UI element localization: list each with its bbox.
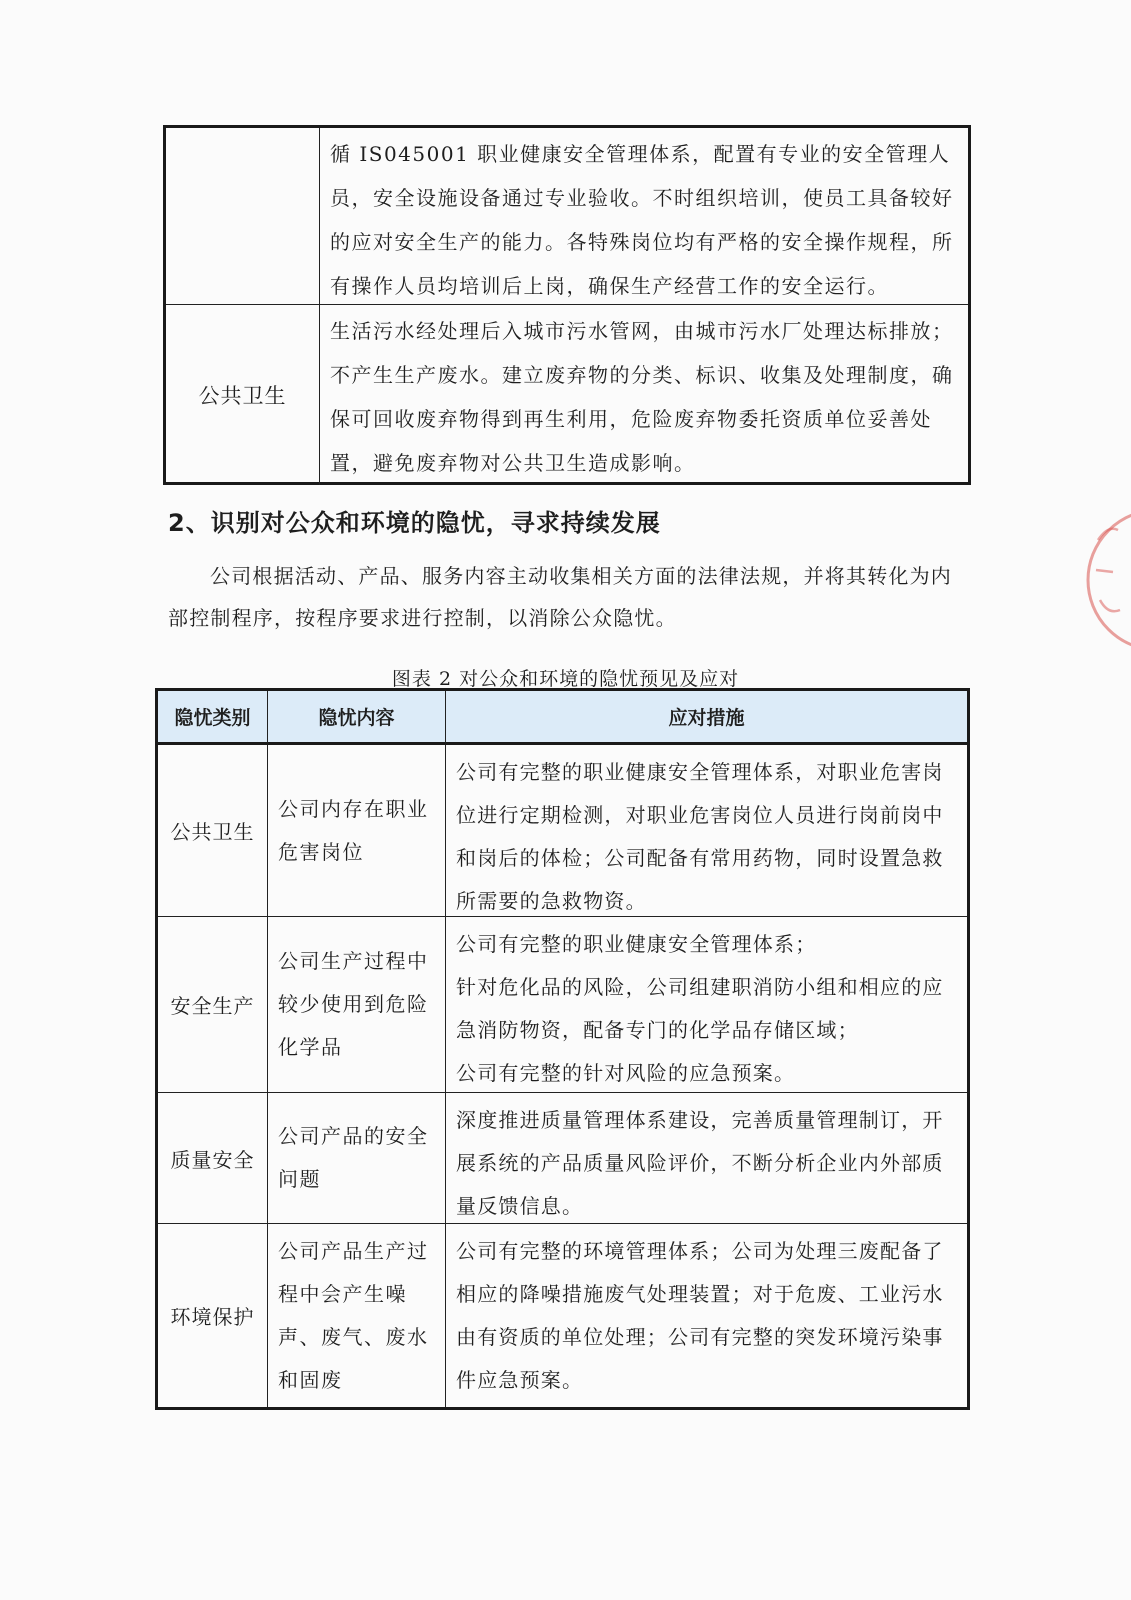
column-header: 隐忧内容 <box>268 691 446 745</box>
concerns-table <box>155 688 970 1410</box>
column-header: 应对措施 <box>446 691 967 745</box>
table-cell-concern: 公司生产过程中较少使用到危险化学品 <box>268 917 446 1093</box>
table-cell-category: 质量安全 <box>158 1093 268 1224</box>
table-continued <box>163 125 971 485</box>
table-cell-concern: 公司内存在职业危害岗位 <box>268 745 446 917</box>
column-header: 隐忧类别 <box>158 691 268 745</box>
table-cell-category <box>166 128 320 305</box>
table-cell-category: 公共卫生 <box>166 305 320 485</box>
table-cell-category: 安全生产 <box>158 917 268 1093</box>
table-cell-concern: 公司产品的安全问题 <box>268 1093 446 1224</box>
table-cell-category: 公共卫生 <box>158 745 268 917</box>
table-cell-measures: 深度推进质量管理体系建设，完善质量管理制订，开展系统的产品质量风险评价，不断分析企业内外部质量反馈信息。 <box>446 1093 967 1224</box>
table-cell-category: 环境保护 <box>158 1224 268 1407</box>
table-cell-text: 生活污水经处理后入城市污水管网，由城市污水厂处理达标排放；不产生生产废水。建立废弃物的分类、标识、收集及处理制度，确保可回收废弃物得到再生利用，危险废弃物委托资质单位妥善处置，避免废弃物对公共卫生造成影响。 <box>330 319 954 475</box>
table-cell-measures: 公司有完整的职业健康安全管理体系； 针对危化品的风险，公司组建职消防小组和相应的应急消防物资，配备专门的化学品存储区域； 公司有完整的针对风险的应急预案。 <box>446 917 967 1093</box>
body-paragraph: 公司根据活动、产品、服务内容主动收集相关方面的法律法规，并将其转化为内部控制程序，按程序要求进行控制，以消除公众隐忧。 <box>168 564 952 630</box>
table-cell-text: 循 IS045001 职业健康安全管理体系，配置有专业的安全管理人员，安全设施设备通过专业验收。不时组织培训，使员工具备较好的应对安全生产的能力。各特殊岗位均有严格的安全操作规程，所有操作人员均培训后上岗，确保生产经营工作的安全运行。 <box>320 128 968 305</box>
table-cell-concern: 公司产品生产过程中会产生噪声、废气、废水和固废 <box>268 1224 446 1407</box>
stamp-seal <box>1078 500 1131 660</box>
table-cell-measures: 公司有完整的职业健康安全管理体系，对职业危害岗位进行定期检测，对职业危害岗位人员进行岗前岗中和岗后的体检；公司配备有常用药物，同时设置急救所需要的急救物资。 <box>446 745 967 917</box>
table-caption: 图表 2 对公众和环境的隐忧预见及应对 <box>391 668 740 690</box>
section-heading: 2、识别对公众和环境的隐忧，寻求持续发展 <box>168 509 661 537</box>
table-cell-measures: 公司有完整的环境管理体系；公司为处理三废配备了相应的降噪措施废气处理装置；对于危废、工业污水由有资质的单位处理；公司有完整的突发环境污染事件应急预案。 <box>456 1239 944 1392</box>
